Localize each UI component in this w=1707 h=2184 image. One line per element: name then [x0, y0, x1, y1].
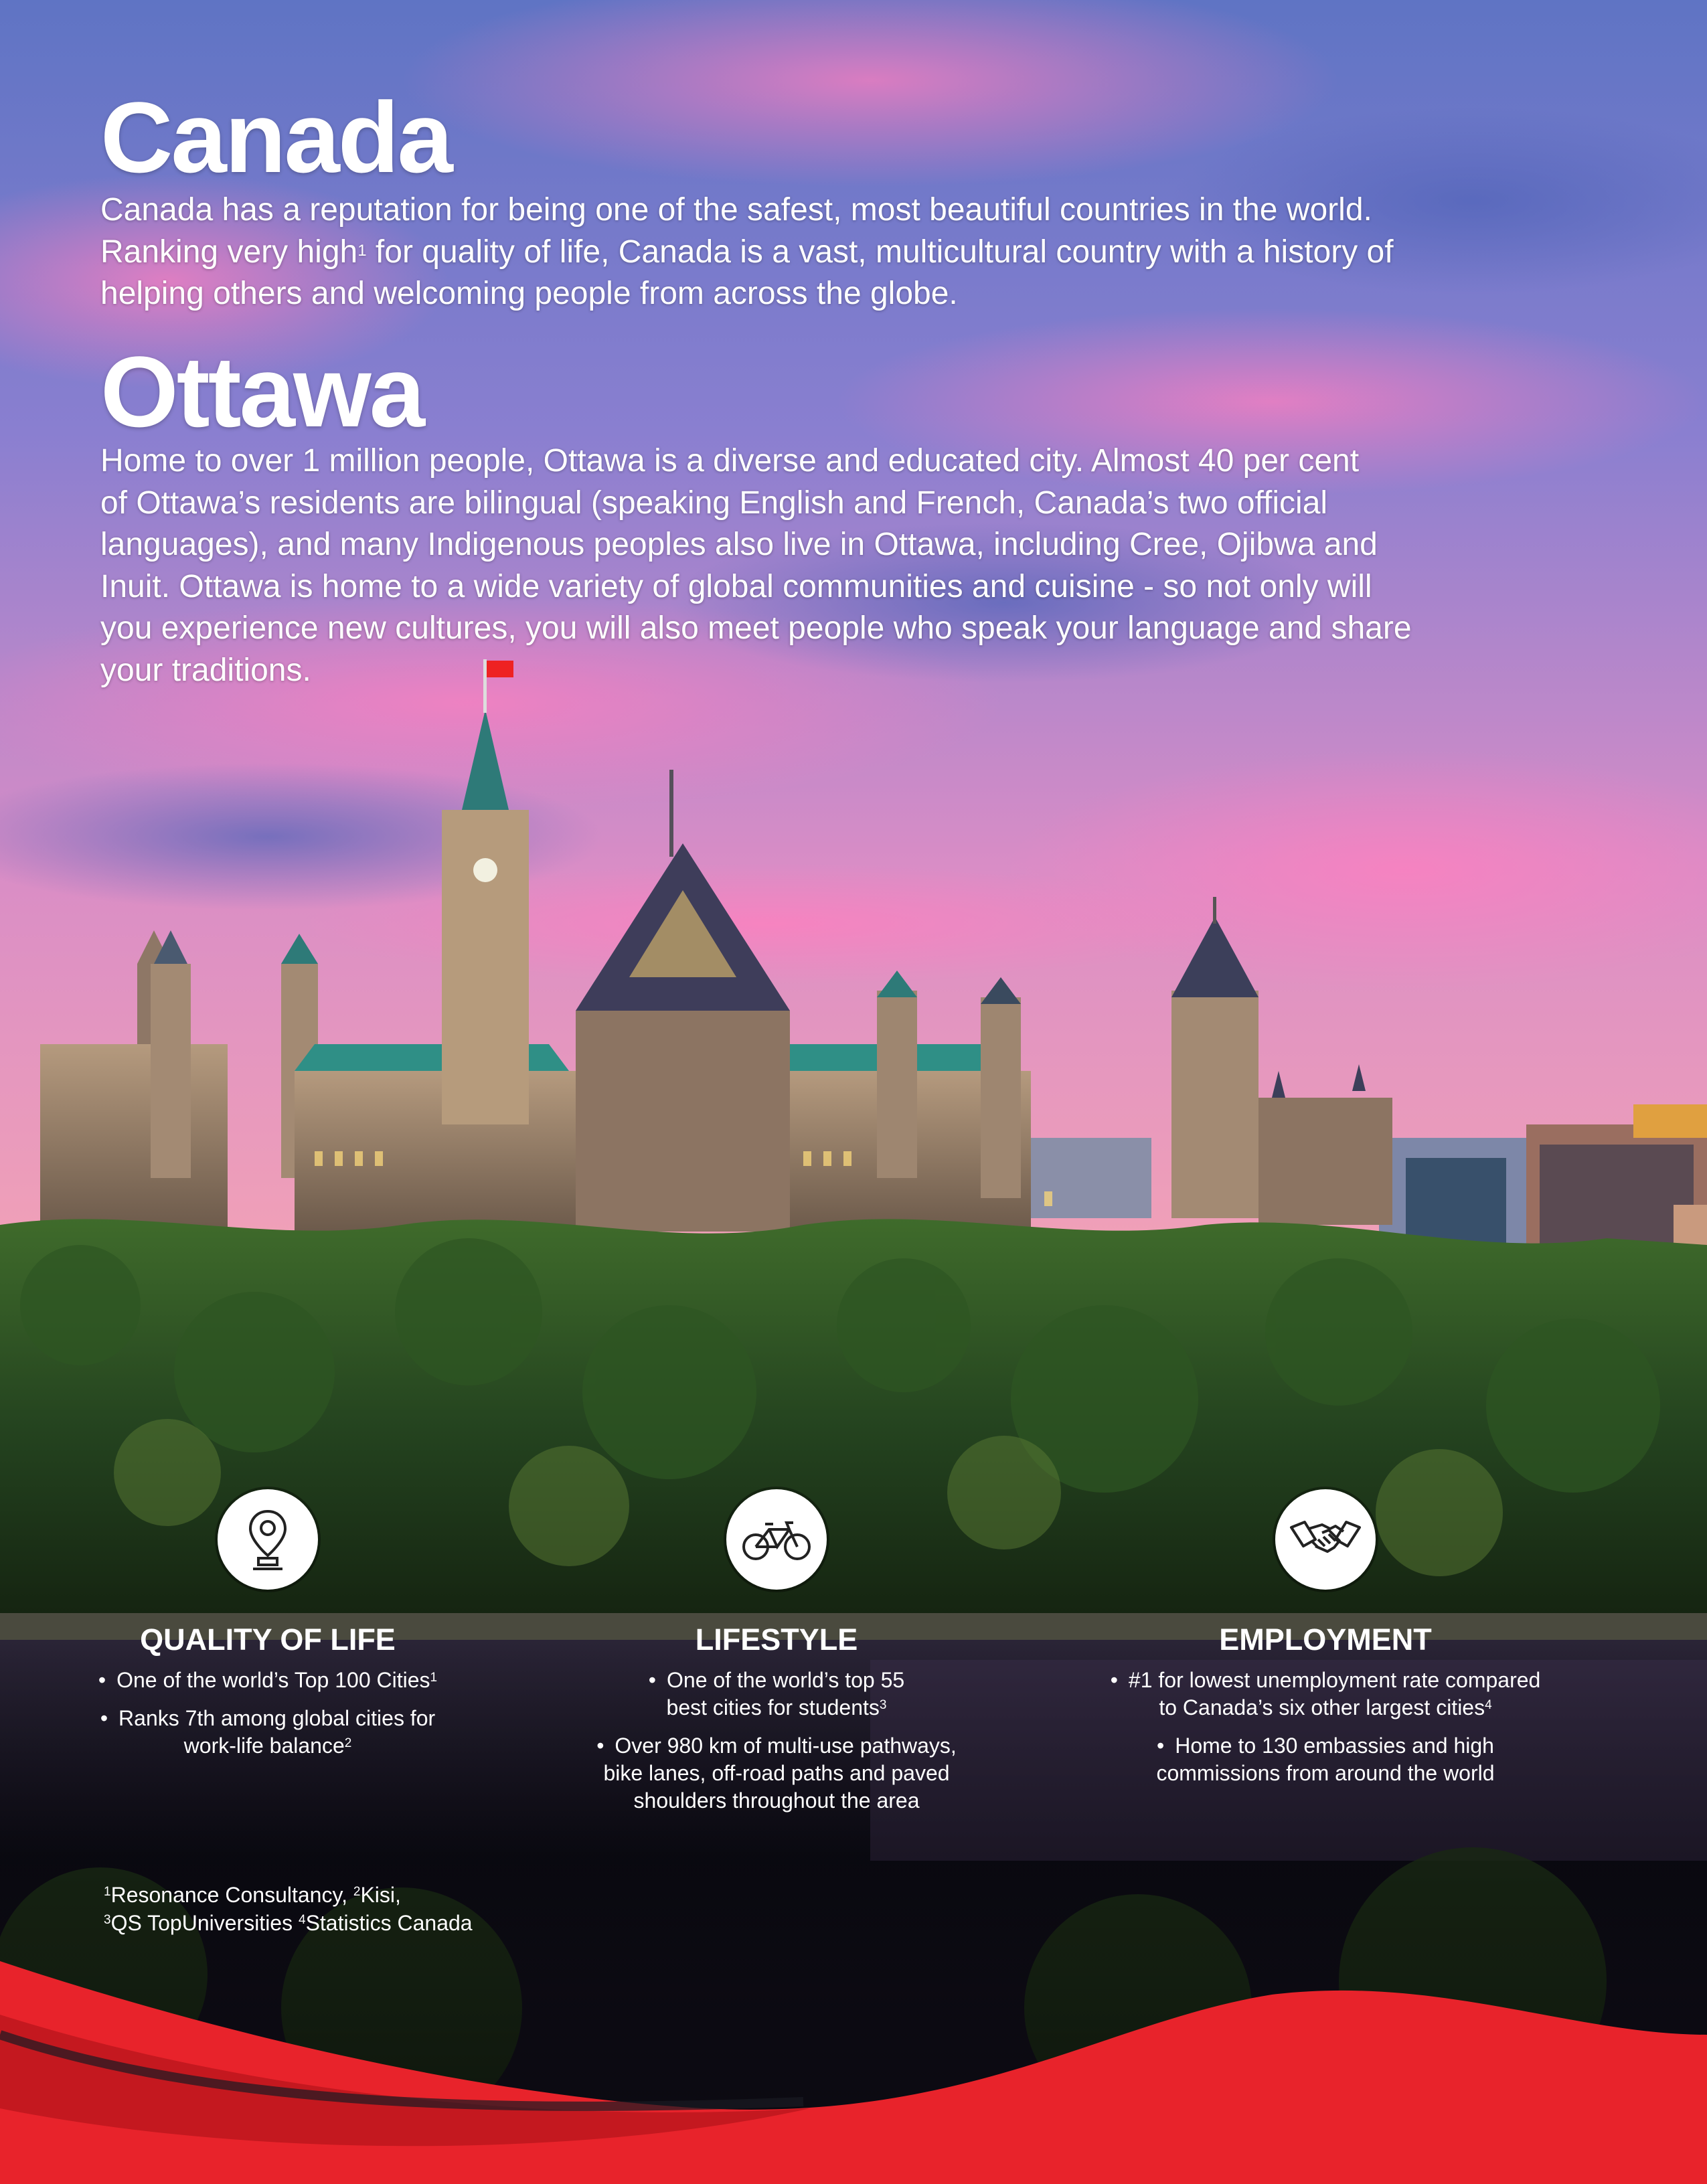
footnotes: [104, 1881, 473, 1937]
footnote-source: Resonance Consultancy,: [110, 1883, 353, 1907]
footnote-marker-1: 1: [357, 241, 367, 260]
ottawa-line-2: of Ottawa’s residents are bilingual (speaking English and French, Canada’s two official: [100, 485, 1328, 521]
footnote-marker: 1: [430, 1671, 438, 1685]
footnote-source: QS TopUniversities: [110, 1911, 299, 1935]
footnote-number: 1: [104, 1885, 111, 1899]
lifestyle-column: [562, 1489, 991, 1825]
ottawa-line-5: you experience new cultures, you will also meet people who speak your language and share: [100, 610, 1412, 646]
bullet-text: Ranks 7th among global cities for: [118, 1706, 436, 1730]
canada-line-3: helping others and welcoming people from across the globe.: [100, 276, 958, 311]
bullet-text: One of the world’s Top 100 Cities: [116, 1668, 430, 1692]
canada-line-2-start: Ranking very high: [100, 234, 358, 270]
bullet-text: best cities for students: [666, 1695, 880, 1719]
quality-of-life-column: [67, 1489, 469, 1770]
bullet-text: #1 for lowest unemployment rate compared: [1128, 1668, 1541, 1692]
bullet-text: work-life balance: [183, 1734, 345, 1758]
lifestyle-list: [562, 1667, 991, 1815]
ottawa-paragraph: [100, 440, 1412, 691]
ottawa-heading: Ottawa: [100, 335, 424, 448]
ottawa-line-1: Home to over 1 million people, Ottawa is a diverse and educated city. Almost 40 per cent: [100, 443, 1360, 479]
location-pin-icon: [218, 1489, 318, 1590]
canada-paragraph: [100, 189, 1394, 315]
handshake-icon: [1275, 1489, 1376, 1590]
list-item: [1058, 1667, 1593, 1721]
employment-title: EMPLOYMENT: [1219, 1622, 1432, 1657]
list-item: [67, 1667, 469, 1694]
list-item: [1058, 1732, 1593, 1787]
footnote-marker: 3: [879, 1698, 887, 1712]
employment-list: [1058, 1667, 1593, 1787]
list-item: [562, 1667, 991, 1721]
footnote-source: Statistics Canada: [305, 1911, 473, 1935]
bullet-text: Home to 130 embassies and high: [1175, 1734, 1494, 1758]
ottawa-line-6: your traditions.: [100, 652, 311, 688]
bullet-text: commissions from around the world: [1156, 1761, 1495, 1785]
canada-line-1: Canada has a reputation for being one of the safest, most beautiful countries in the world.: [100, 192, 1372, 228]
bicycle-icon: [726, 1489, 827, 1590]
bullet-text: bike lanes, off-road paths and paved: [603, 1761, 950, 1785]
bullet-text: One of the world’s top 55: [667, 1668, 905, 1692]
footnote-number: 4: [298, 1913, 306, 1927]
employment-column: [1058, 1489, 1593, 1798]
footnote-number: 3: [104, 1913, 111, 1927]
quality-of-life-list: [67, 1667, 469, 1760]
bullet-text: shoulders throughout the area: [633, 1788, 920, 1813]
footnote-number: 2: [353, 1885, 361, 1899]
footnote-marker: 2: [344, 1736, 352, 1750]
canada-line-2-end: for quality of life, Canada is a vast, multicultural country with a history of: [366, 234, 1394, 270]
quality-of-life-title: QUALITY OF LIFE: [140, 1622, 396, 1657]
lifestyle-title: LIFESTYLE: [695, 1622, 858, 1657]
list-item: [562, 1732, 991, 1815]
ottawa-line-3: languages), and many Indigenous peoples also live in Ottawa, including Cree, Ojibwa and: [100, 527, 1378, 562]
bullet-text: Over 980 km of multi-use pathways,: [615, 1734, 957, 1758]
bullet-text: to Canada’s six other largest cities: [1159, 1695, 1485, 1719]
ottawa-line-4: Inuit. Ottawa is home to a wide variety of global communities and cuisine - so not only will: [100, 568, 1372, 604]
list-item: [67, 1705, 469, 1760]
footnote-marker: 4: [1485, 1698, 1492, 1712]
canada-heading: Canada: [100, 81, 451, 193]
footnote-source: Kisi,: [360, 1883, 401, 1907]
